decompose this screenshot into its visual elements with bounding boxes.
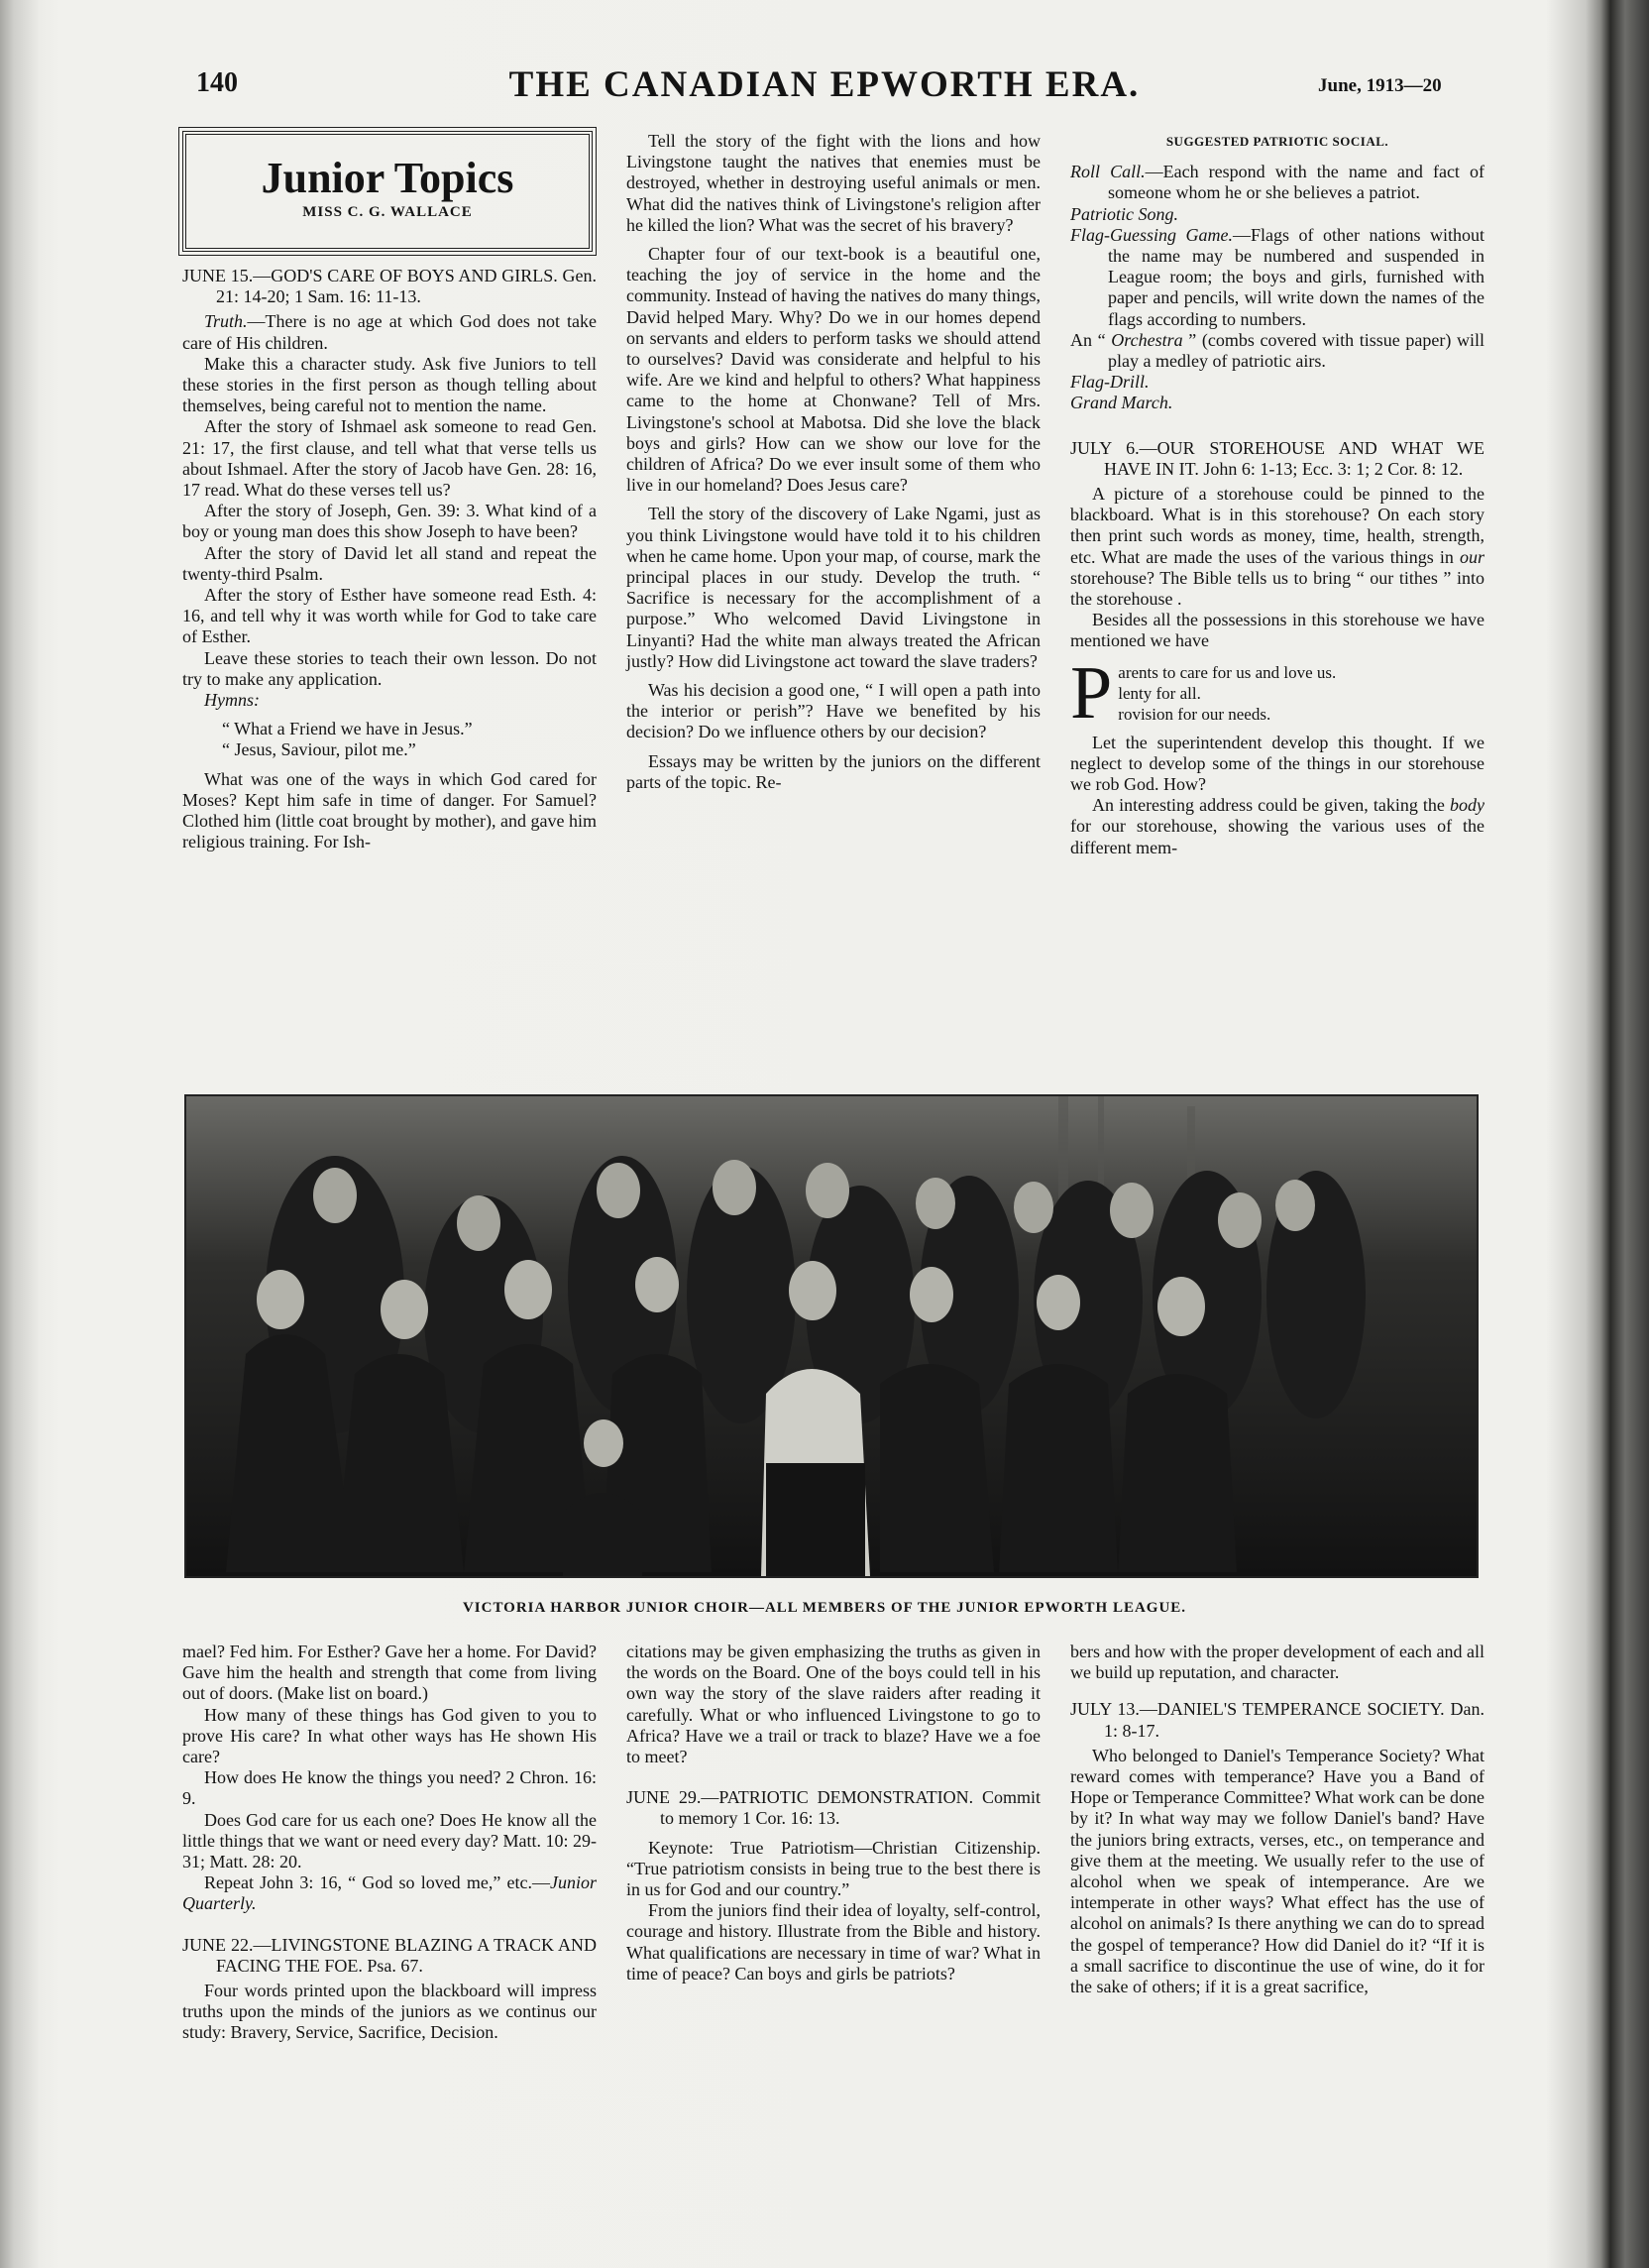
paragraph: Besides all the possessions in this storehouse we have mentioned we have: [1070, 610, 1484, 651]
section-author: MISS C. G. WALLACE: [302, 204, 473, 220]
paragraph: Let the superintendent develop this thought. If we neglect to develop some of the things in our storehouse we rob God. How?: [1070, 732, 1484, 795]
patriotic-song: Patriotic Song.: [1070, 203, 1178, 224]
paragraph: How many of these things has God given to you to prove His care? In what other ways has He shown His care?: [182, 1704, 597, 1767]
roll-call-text: —Each respond with the name and fact of someone whom he or she believes a patriot.: [1108, 162, 1485, 203]
paragraph-part: storehouse? The Bible tells us to bring “ our tithes ” into the storehouse .: [1070, 567, 1484, 610]
paragraph: Tell the story of the discovery of Lake Ngami, just as you think Livingstone would have told it to his children when he came home. Upon your map, of course, mark the principal places in our study. Develop the truth. “ Sacrifice is necessary for the accomplishment of a purpose.” Who welcomed David Livingstone in Linyanti? Had the white man always treated the African justly? How did Livingstone act toward the slave traders?: [626, 504, 1041, 671]
paragraph-part: Repeat John 3: 16, “ God so loved me,” etc.—: [204, 1872, 550, 1893]
drop-cap: P: [1070, 661, 1113, 725]
topic-heading: JULY 13.—DANIEL'S TEMPERANCE SOCIETY. Dan. 1: 8-17.: [1070, 1699, 1484, 1741]
paragraph: What was one of the ways in which God cared for Moses? Kept him safe in time of danger. For Samuel? Clothed him (little coat brought by mother), and gave him religious training. For Ish-: [182, 768, 597, 852]
flag-game-label: Flag-Guessing Game.: [1070, 224, 1233, 245]
topic-heading: JULY 6.—OUR STOREHOUSE AND WHAT WE HAVE IN IT. John 6: 1-13; Ecc. 3: 1; 2 Cor. 8: 12.: [1070, 437, 1484, 479]
paragraph-part: An interesting address could be given, taking the: [1092, 795, 1450, 816]
topic-heading: JUNE 22.—LIVINGSTONE BLAZING A TRACK AND FACING THE FOE. Psa. 67.: [182, 1934, 597, 1976]
acrostic-line: arents to care for us and love us.: [1118, 662, 1337, 682]
acrostic-line: rovision for our needs.: [1118, 704, 1271, 724]
paragraph: bers and how with the proper development of each and all we build up reputation, and character.: [1070, 1642, 1484, 1683]
topic-heading: JUNE 15.—GOD'S CARE OF BOYS AND GIRLS. Gen. 21: 14-20; 1 Sam. 16: 11-13.: [182, 266, 597, 307]
social-heading: SUGGESTED PATRIOTIC SOCIAL.: [1165, 134, 1389, 149]
flag-drill: Flag-Drill.: [1070, 372, 1150, 393]
column-2: [626, 131, 1041, 793]
orchestra-text: ” (combs covered with tissue paper) will play a medley of patriotic airs.: [1108, 329, 1484, 372]
photo-caption: VICTORIA HARBOR JUNIOR CHOIR—ALL MEMBERS OF THE JUNIOR EPWORTH LEAGUE.: [462, 1600, 1187, 1616]
paragraph: Chapter four of our text-book is a beautiful one, teaching the joy of service in the home and the community. Instead of having the natives do many things, David helped Mary. Why? Do we in our homes depend on servants and elders to perform tasks we should attend to ourselves? David was considerate and helpful to his wife. Are we kind and helpful to others? What happiness came to the home at Chonwane? Tell of Mrs. Livingstone's school at Mabotsa. Did she love the black boys and girls? How can we show our love for the children of Africa? Do we ever insult some of them who live in our homeland? Does Jesus care?: [626, 244, 1041, 496]
paragraph: After the story of Ishmael ask someone to read Gen. 21: 17, the first clause, and tell what that verse tells us about Ishmael. After the story of Jacob have Gen. 28: 16, 17 read. What do these verses tell us?: [182, 416, 597, 501]
paragraph: From the juniors find their idea of loyalty, self-control, courage and history. Illustrate from the Bible and history. What qualifications are necessary in time of war? What in time of peace? Can boys and girls be patriots?: [626, 1900, 1041, 1984]
roll-call-label: Roll Call.: [1070, 162, 1146, 182]
flag-game-text: —Flags of other nations without the name may be numbered and suspended in League room; the boys and girls, furnished with paper and pencils, will write down the names of the flags according to numbers.: [1108, 224, 1484, 329]
section-title: Junior Topics: [261, 154, 514, 202]
column-4: [182, 1642, 597, 2044]
grand-march: Grand March.: [1070, 393, 1173, 413]
truth-label: Truth.: [204, 311, 248, 332]
column-6: [1070, 1642, 1484, 1997]
emphasis: our: [1459, 546, 1484, 567]
acrostic: [1070, 662, 1484, 725]
paragraph: How does He know the things you need? 2 Chron. 16: 9.: [182, 1767, 597, 1809]
issue-date: June, 1913—20: [1318, 75, 1442, 96]
paragraph: After the story of Esther have someone read Esth. 4: 16, and tell why it was worth while for God to take care of Esther.: [182, 585, 597, 647]
paragraph: Was his decision a good one, “ I will open a path into the interior or perish”? Have we benefited by his decision? Do we influence others by our decision?: [626, 680, 1041, 742]
paragraph: citations may be given emphasizing the truths as given in the words on the Board. One of the boys could tell in his own way the story of the slave raiders after reading it carefully. What or who influenced Livingstone to go to Africa? Have we a trail or track to blaze? Have we a foe to meet?: [626, 1642, 1041, 1767]
paragraph: Who belonged to Daniel's Temperance Society? What reward comes with temperance? Have you a Band of Hope or Temperance Committee? What work can be done by it? In what way may we follow Daniel's band? Have the juniors bring extracts, verses, etc., on temperance and give them at the meeting. We usually refer to the use of alcohol when we speak of intemperance. Are we intemperate in other ways? What effect has the use of alcohol on animals? Is there anything we can do to spread the gospel of temperance? How did Daniel do it? “If it is a small sacrifice to discontinue the use of wine, do it for the sake of others; if it is a great sacrifice,: [1070, 1745, 1484, 1997]
column-5: [626, 1642, 1041, 1984]
paragraph: Keynote: True Patriotism—Christian Citizenship. “True patriotism consists in being true to the best there is in us for God and our country.”: [626, 1837, 1041, 1900]
choir-photograph: [184, 1094, 1479, 1578]
emphasis: body: [1450, 795, 1484, 816]
orchestra-prefix: An “: [1070, 329, 1112, 350]
column-1: [182, 266, 597, 852]
orchestra-label: Orchestra: [1111, 329, 1183, 350]
paragraph: Essays may be written by the juniors on the different parts of the topic. Re-: [626, 750, 1041, 792]
paragraph: Tell the story of the fight with the lions and how Livingstone taught the natives that enemies must be destroyed, whether in destroying useful animals or men. What did the natives think of Livingstone's religion after he killed the lion? What was the secret of his bravery?: [626, 131, 1041, 235]
source-citation: Junior Quarterly.: [182, 1872, 597, 1914]
paragraph-part: A picture of a storehouse could be pinned to the blackboard. What is in this storehouse? On each story then print such words as money, time, health, strength, etc. What are made the uses of the various things in: [1070, 484, 1484, 567]
paragraph: mael? Fed him. For Esther? Gave her a home. For David? Gave him the health and strength that come from living out of doors. (Make list on board.): [182, 1642, 597, 1704]
paragraph: Make this a character study. Ask five Juniors to tell these stories in the first person as though telling about themselves, being careful not to mention the name.: [182, 353, 597, 416]
section-title-box: [182, 131, 593, 252]
paragraph: After the story of Joseph, Gen. 39: 3. What kind of a boy or young man does this show Joseph to have been?: [182, 501, 597, 542]
paragraph-part: for our storehouse, showing the various uses of the different mem-: [1070, 816, 1484, 857]
truth-text: —There is no age at which God does not take care of His children.: [182, 311, 597, 353]
paragraph: Four words printed upon the blackboard will impress truths upon the minds of the juniors as we continus our study: Bravery, Service, Sacrifice, Decision.: [182, 1981, 597, 2043]
column-3: [1070, 131, 1484, 858]
paragraph: Does God care for us each one? Does He know all the little things that we want or need every day? Matt. 10: 29-31; Matt. 28: 20.: [182, 1809, 597, 1872]
acrostic-line: lenty for all.: [1118, 683, 1201, 703]
hymn: “ Jesus, Saviour, pilot me.”: [222, 739, 416, 760]
photo-illustration: [186, 1096, 1477, 1576]
journal-title: THE CANADIAN EPWORTH ERA.: [508, 64, 1141, 105]
hymns-label: Hymns:: [204, 690, 260, 711]
paragraph: Leave these stories to teach their own lesson. Do not try to make any application.: [182, 647, 597, 689]
page-number: 140: [196, 67, 238, 98]
paragraph: After the story of David let all stand and repeat the twenty-third Psalm.: [182, 542, 597, 584]
hymn: “ What a Friend we have in Jesus.”: [222, 719, 473, 739]
topic-heading: JUNE 29.—PATRIOTIC DEMONSTRATION. Commit to memory 1 Cor. 16: 13.: [626, 1787, 1041, 1829]
